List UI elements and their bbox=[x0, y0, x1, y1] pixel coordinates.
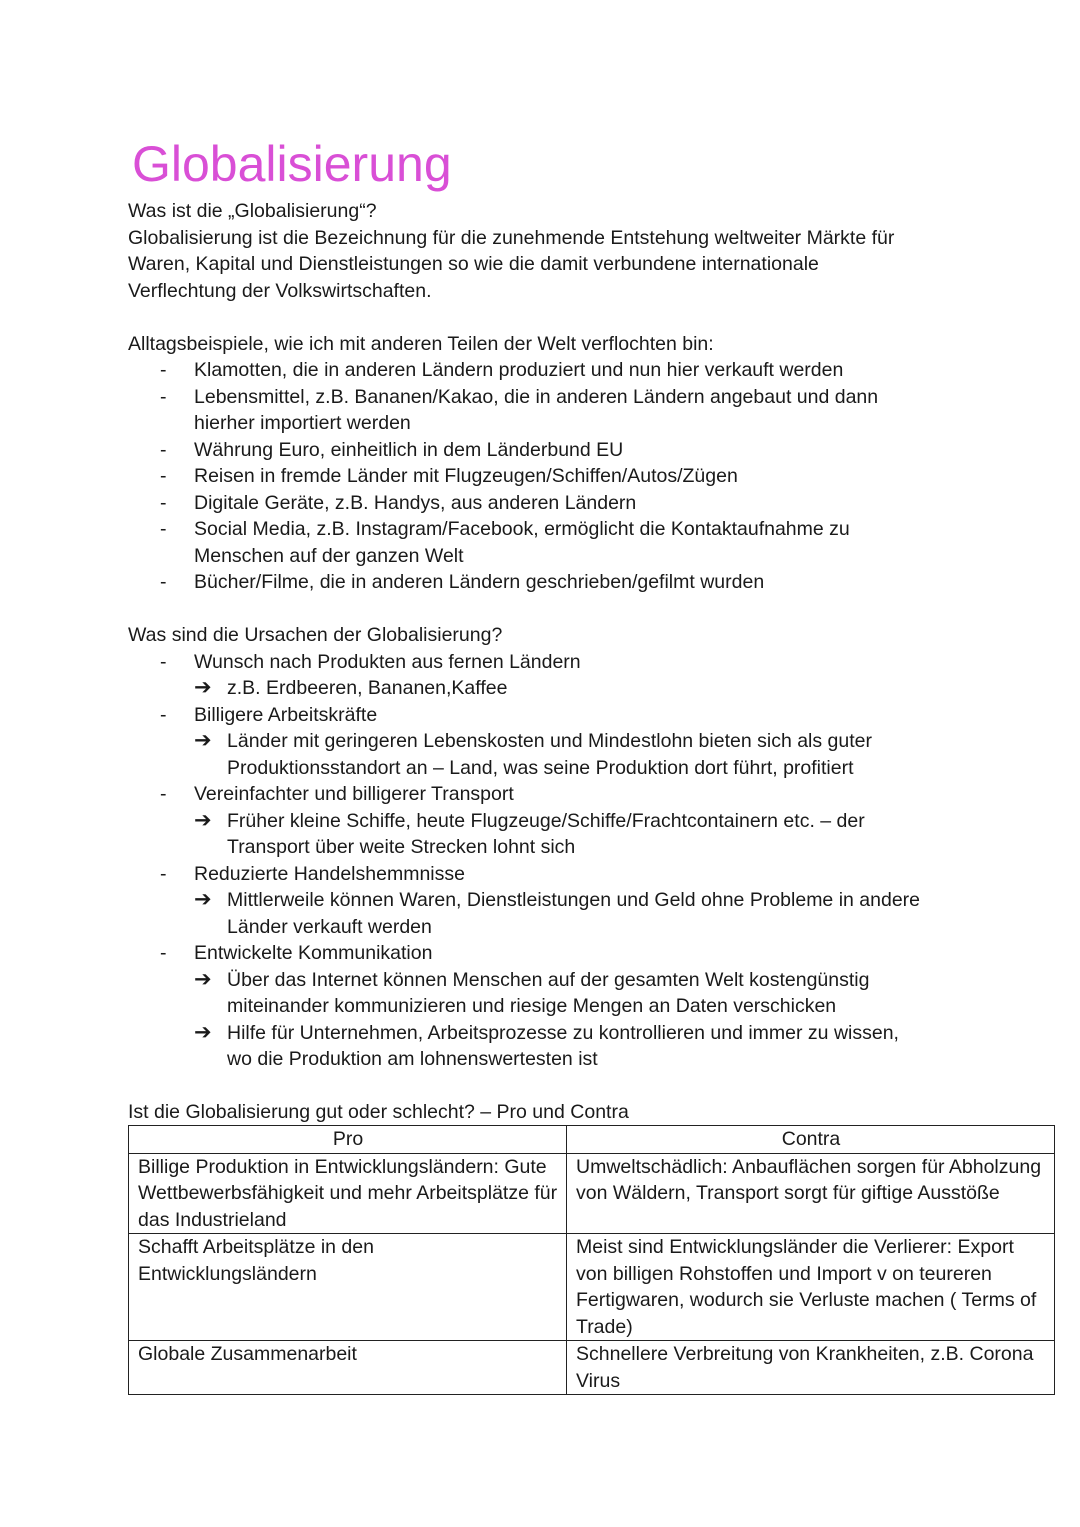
table-header-row bbox=[129, 1126, 1055, 1154]
pro-cell: Billige Produktion in Entwicklungsländern: Gute Wettbewerbsfähigkeit und mehr Arbeitsplätze für das Industrieland bbox=[129, 1153, 567, 1234]
list-item: - Klamotten, die in anderen Ländern produziert und nun hier verkauft werden bbox=[128, 357, 928, 384]
sub-list-item: ➔ z.B. Erdbeeren, Bananen,Kaffee bbox=[194, 675, 1058, 702]
list-item bbox=[128, 940, 1058, 1073]
definition-text: Globalisierung ist die Bezeichnung für die zunehmende Entstehung weltweiter Märkte für Waren, Kapital und Dienstleistungen so wie die damit verbundene internationale Verflechtung der Volkswirtschaften. bbox=[128, 226, 895, 302]
contra-cell: Meist sind Entwicklungsländer die Verlierer: Export von billigen Rohstoffen und Import v on teureren Fertigwaren, wodurch sie Verluste machen ( Terms of Trade) bbox=[567, 1234, 1055, 1341]
definition-question: Was ist die „Globalisierung“? bbox=[128, 200, 377, 222]
list-item bbox=[128, 649, 1058, 702]
examples-list bbox=[128, 357, 928, 596]
sub-list-item: ➔ Mittlerweile können Waren, Dienstleistungen und Geld ohne Probleme in andere Länder verkauft werden bbox=[194, 888, 921, 938]
cause-label: - Wunsch nach Produkten aus fernen Ländern bbox=[194, 650, 581, 673]
column-header-contra: Contra bbox=[567, 1126, 1055, 1154]
contra-cell: Schnellere Verbreitung von Krankheiten, z.B. Corona Virus bbox=[567, 1341, 1055, 1395]
arrow-icon: ➔ bbox=[194, 808, 212, 832]
sub-list-item: ➔ Länder mit geringeren Lebenskosten und Mindestlohn bieten sich als guter Produktionsstandort an – Land, was seine Produktion dort führt, profitiert bbox=[194, 729, 872, 779]
table-row bbox=[129, 1341, 1055, 1395]
list-item: - Reisen in fremde Länder mit Flugzeugen/Schiffen/Autos/Zügen bbox=[128, 463, 928, 490]
arrow-icon: ➔ bbox=[194, 676, 212, 699]
causes-heading: Was sind die Ursachen der Globalisierung? bbox=[128, 624, 503, 646]
list-item bbox=[128, 861, 1058, 941]
list-item: - Währung Euro, einheitlich in dem Länderbund EU bbox=[128, 437, 928, 464]
list-item: - Digitale Geräte, z.B. Handys, aus anderen Ländern bbox=[128, 490, 928, 517]
cause-sublist bbox=[194, 967, 924, 1073]
cause-label: - Entwickelte Kommunikation bbox=[194, 942, 433, 964]
arrow-icon: ➔ bbox=[194, 1020, 212, 1044]
cause-label: - Vereinfachter und billigerer Transport bbox=[194, 783, 514, 805]
list-item: - Lebensmittel, z.B. Bananen/Kakao, die in anderen Ländern angebaut und dann hierher importiert werden bbox=[128, 384, 928, 437]
causes-list bbox=[128, 649, 1058, 1073]
list-item bbox=[128, 702, 1058, 782]
arrow-icon: ➔ bbox=[194, 729, 212, 752]
pro-cell: Globale Zusammenarbeit bbox=[129, 1341, 567, 1395]
cause-label: - Billigere Arbeitskräfte bbox=[194, 703, 378, 726]
list-item bbox=[128, 781, 1058, 861]
cause-sublist bbox=[194, 808, 894, 861]
cause-sublist bbox=[194, 675, 1058, 702]
pro-contra-table bbox=[128, 1125, 1055, 1395]
page-title: Globalisierung bbox=[132, 136, 452, 192]
contra-cell: Umweltschädlich: Anbauflächen sorgen für Abholzung von Wäldern, Transport sorgt für giftige Ausstöße bbox=[567, 1153, 1055, 1234]
list-item: - Bücher/Filme, die in anderen Ländern geschrieben/gefilmt wurden bbox=[128, 569, 928, 596]
table-row bbox=[129, 1153, 1055, 1234]
cause-label: - Reduzierte Handelshemmnisse bbox=[194, 862, 465, 885]
cause-sublist bbox=[194, 728, 894, 781]
table-row bbox=[129, 1234, 1055, 1341]
arrow-icon: ➔ bbox=[194, 888, 212, 911]
sub-list-item: ➔ Hilfe für Unternehmen, Arbeitsprozesse zu kontrollieren und immer zu wissen, wo die Produktion am lohnenswertesten ist bbox=[194, 1020, 899, 1070]
sub-list-item: ➔ Früher kleine Schiffe, heute Flugzeuge/Schiffe/Frachtcontainern etc. – der Transport über weite Strecken lohnt sich bbox=[194, 808, 865, 858]
list-item: - Social Media, z.B. Instagram/Facebook, ermöglicht die Kontaktaufnahme zu Menschen auf der ganzen Welt bbox=[128, 516, 928, 569]
pro-cell: Schafft Arbeitsplätze in den Entwicklungsländern bbox=[129, 1234, 567, 1341]
cause-sublist bbox=[194, 887, 954, 940]
column-header-pro: Pro bbox=[129, 1126, 567, 1154]
arrow-icon: ➔ bbox=[194, 967, 212, 991]
document-page bbox=[128, 134, 1058, 1395]
sub-list-item: ➔ Über das Internet können Menschen auf der gesamten Welt kostengünstig miteinander kommunizieren und riesige Mengen an Daten verschicken bbox=[194, 967, 870, 1017]
procontra-heading: Ist die Globalisierung gut oder schlecht? – Pro und Contra bbox=[128, 1100, 629, 1123]
examples-heading: Alltagsbeispiele, wie ich mit anderen Teilen der Welt verflochten bin: bbox=[128, 332, 714, 355]
